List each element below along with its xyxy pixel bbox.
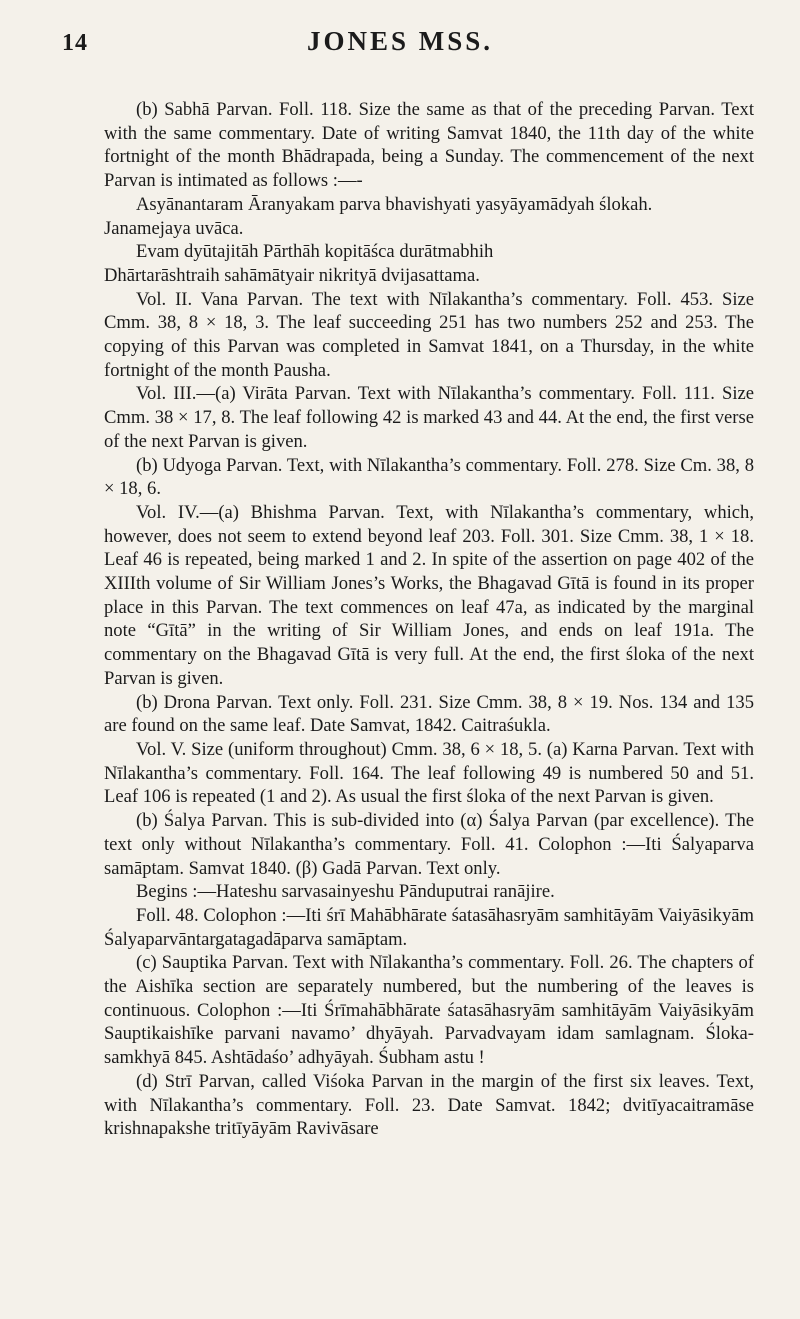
page-number: 14	[62, 30, 88, 56]
paragraph-stri-parvan: (d) Strī Parvan, called Viśoka Parvan in the margin of the first six leaves. Text, with Nīlakantha’s commentary. Foll. 23. Date Samvat. 1842; dvitīyacaitramāse krishnapakshe tritīyāyām Ravivāsare	[104, 1070, 754, 1140]
page-header	[0, 22, 800, 62]
paragraph-vol-3: Vol. III.—(a) Virāta Parvan. Text with Nīlakantha’s commentary. Foll. 111. Size Cmm. 38 × 17, 8. The leaf following 42 is marked 43 and 44. At the end, the first verse of the next Parvan is given.	[104, 383, 754, 452]
paragraph-begins: Begins :—Hateshu sarvasainyeshu Pānduputrai ranājire.	[136, 881, 555, 903]
paragraph-colophon: Foll. 48. Colophon :—Iti śrī Mahābhārate śatasāhasryām samhitāyām Vaiyāsikyām Śalyaparvāntargatagadāparva samāptam.	[104, 904, 754, 950]
verse-line: Janamejaya uvāca.	[104, 217, 244, 239]
paragraph-salya-parvan: (b) Śalya Parvan. This is sub-divided into (α) Śalya Parvan (par excellence). The text only without Nīlakantha’s commentary. Foll. 41. Colophon :—Iti Śalyaparva samāptam. Samvat 1840. (β) Gadā Parvan. Text only.	[104, 810, 754, 879]
paragraph-udyoga-parvan: (b) Udyoga Parvan. Text, with Nīlakantha’s commentary. Foll. 278. Size Cm. 38, 8 × 18, 6.	[104, 454, 754, 500]
verse-line: Asyānantaram Āranyakam parva bhavishyati yasyāyamādyah ślokah.	[136, 193, 653, 215]
paragraph-drona-parvan: (b) Drona Parvan. Text only. Foll. 231. Size Cmm. 38, 8 × 19. Nos. 134 and 135 are found on the same leaf. Date Samvat, 1842. Caitraśukla.	[104, 691, 754, 737]
paragraph-vol-5: Vol. V. Size (uniform throughout) Cmm. 38, 6 × 18, 5. (a) Karna Parvan. Text with Nīlakantha’s commentary. Foll. 164. The leaf following 49 is numbered 50 and 51. Leaf 106 is repeated (1 and 2). As usual the first śloka of the next Parvan is given.	[104, 738, 754, 808]
paragraph-vol-2: Vol. II. Vana Parvan. The text with Nīlakantha’s commentary. Foll. 453. Size Cmm. 38, 8 × 18, 3. The leaf succeeding 251 has two numbers 252 and 253. The copying of this Parvan was completed in Samvat 1841, on a Thursday, in the white fortnight of the month Pausha.	[104, 288, 754, 381]
running-head: JONES MSS.	[306, 26, 494, 56]
verse-line: Dhārtarāshtraih sahāmātyair nikrityā dvijasattama.	[104, 264, 480, 286]
paragraph-sabha-parvan: (b) Sabhā Parvan. Foll. 118. Size the same as that of the preceding Parvan. Text with the same commentary. Date of writing Samvat 1840, the 11th day of the white fortnight of the month Bhādrapada, being a Sunday. The commencement of the next Parvan is intimated as follows :—-	[104, 99, 754, 192]
paragraph-vol-4: Vol. IV.—(a) Bhishma Parvan. Text, with Nīlakantha’s commentary, which, however, does not seem to extend beyond leaf 203. Foll. 301. Size Cmm. 38, 1 × 18. Leaf 46 is repeated, being marked 1 and 2. In spite of the assertion on page 402 of the XIIIth volume of Sir William Jones’s Works, the Bhagavad Gītā is found in its proper place in this Parvan. The text commences on leaf 47a, as indicated by the marginal note “Gītā” in the writing of Sir William Jones, and ends on leaf 191a. The commentary on the Bhagavad Gītā is very full. At the end, the first śloka of the next Parvan is given.	[104, 501, 754, 689]
paragraph-sauptika-parvan: (c) Sauptika Parvan. Text with Nīlakantha’s commentary. Foll. 26. The chapters of the Aishīka section are separately numbered, but the numbering of the leaves is continuous. Colophon :—Iti Śrīmahābhārate śatasāhasryām samhitāyām Vaiyāsikyām Sauptikaishīke parvani navamo’ dhyāyah. Parvadvayam idam samlagnam. Śloka-samkhyā 845. Ashtādaśo’ adhyāyah. Śubham astu !	[104, 952, 754, 1069]
body-text	[104, 98, 754, 1141]
verse-line: Evam dyūtajitāh Pārthāh kopitāśca durātmabhih	[136, 241, 494, 263]
